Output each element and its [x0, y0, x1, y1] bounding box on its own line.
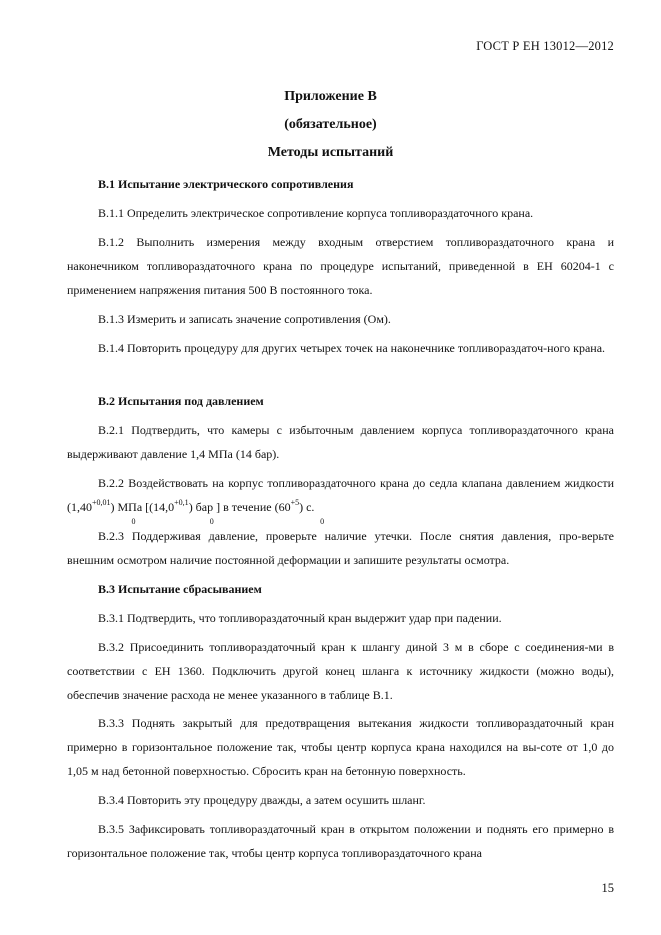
b2-2-tolerance-upper-2: +0,1: [174, 498, 189, 507]
paragraph-b1-2: В.1.2 Выполнить измерения между входным отверстием топливораздаточного крана и наконечником топливораздаточного крана по процедуре испытаний, приведенной в ЕН 60204-1 с применением напряжения питания 500 В постоянного тока.: [67, 235, 614, 297]
section-heading-b3: В.3 Испытание сбрасыванием: [98, 582, 262, 596]
paragraph-b1-1: В.1.1 Определить электрическое сопротивление корпуса топливораздаточного крана.: [98, 206, 534, 220]
paragraph-b3-2: В.3.2 Присоединить топливораздаточный кран к шлангу диной 3 м в сборе с соединения-ми в соответствии с ЕН 1360. Подключить другой конец шланга к источнику жидкости (можно воды), обеспечив значение расхода не менее указанного в таблице В.1.: [67, 640, 614, 702]
paragraph-b3-3: В.3.3 Поднять закрытый для предотвращения вытекания жидкости топливораздаточный кран примерно в горизонтальное положение так, чтобы центр корпуса крана находился на вы-соте от 1,0 до 1,05 м над бетонной поверхностью. Сбросить кран на бетонную поверхность.: [67, 716, 614, 778]
b2-2-tolerance-lower-1: 0: [131, 517, 136, 526]
b2-2-tolerance-lower-2: 0: [209, 517, 214, 526]
section-heading-b1: В.1 Испытание электрического сопротивления: [98, 177, 354, 191]
paragraph-b3-4: В.3.4 Повторить эту процедуру дважды, а затем осушить шланг.: [98, 793, 426, 807]
b2-2-text-c: ) бар ] в течение (60: [188, 500, 291, 514]
annex-subject: Методы испытаний: [267, 145, 394, 160]
section-heading-b2: В.2 Испытания под давлением: [98, 394, 264, 408]
annex-title: Приложение В: [284, 89, 377, 104]
paragraph-b3-1: В.3.1 Подтвердить, что топливораздаточный кран выдержит удар при падении.: [98, 611, 502, 625]
paragraph-b2-2: [67, 471, 614, 526]
b2-2-text-d: ) с.: [299, 500, 315, 514]
paragraph-b1-4: В.1.4 Повторить процедуру для других четырех точек на наконечнике топливораздаточ-ного крана.: [98, 341, 606, 355]
paragraph-b2-1: В.2.1 Подтвердить, что камеры с избыточным давлением корпуса топливораздаточного крана выдерживают давление 1,4 МПа (14 бар).: [67, 423, 614, 461]
page-number: 15: [601, 881, 614, 895]
paragraph-b3-5: В.3.5 Зафиксировать топливораздаточный кран в открытом положении и поднять его примерно в горизонтальное положение так, чтобы центр корпуса топливораздаточного крана: [67, 822, 614, 860]
paragraph-b2-3: В.2.3 Поддерживая давление, проверьте наличие утечки. После снятия давления, про-верьте внешним осмотром наличие постоянной деформации и запишите результаты осмотра.: [67, 529, 614, 567]
annex-status: (обязательное): [284, 117, 377, 132]
document-code-header: ГОСТ Р ЕН 13012—2012: [476, 39, 614, 53]
paragraph-b1-3: В.1.3 Измерить и записать значение сопротивления (Ом).: [98, 312, 391, 326]
b2-2-text-a: В.2.2 Воздействовать на корпус топливораздаточного крана до седла клапана давлением жидкости (1,40: [67, 476, 614, 514]
b2-2-tolerance-upper-3: +5: [290, 498, 300, 507]
b2-2-tolerance-lower-3: 0: [320, 517, 325, 526]
b2-2-text-b: ) МПа [(14,0: [110, 500, 175, 514]
b2-2-tolerance-upper-1: +0,01: [92, 498, 111, 507]
